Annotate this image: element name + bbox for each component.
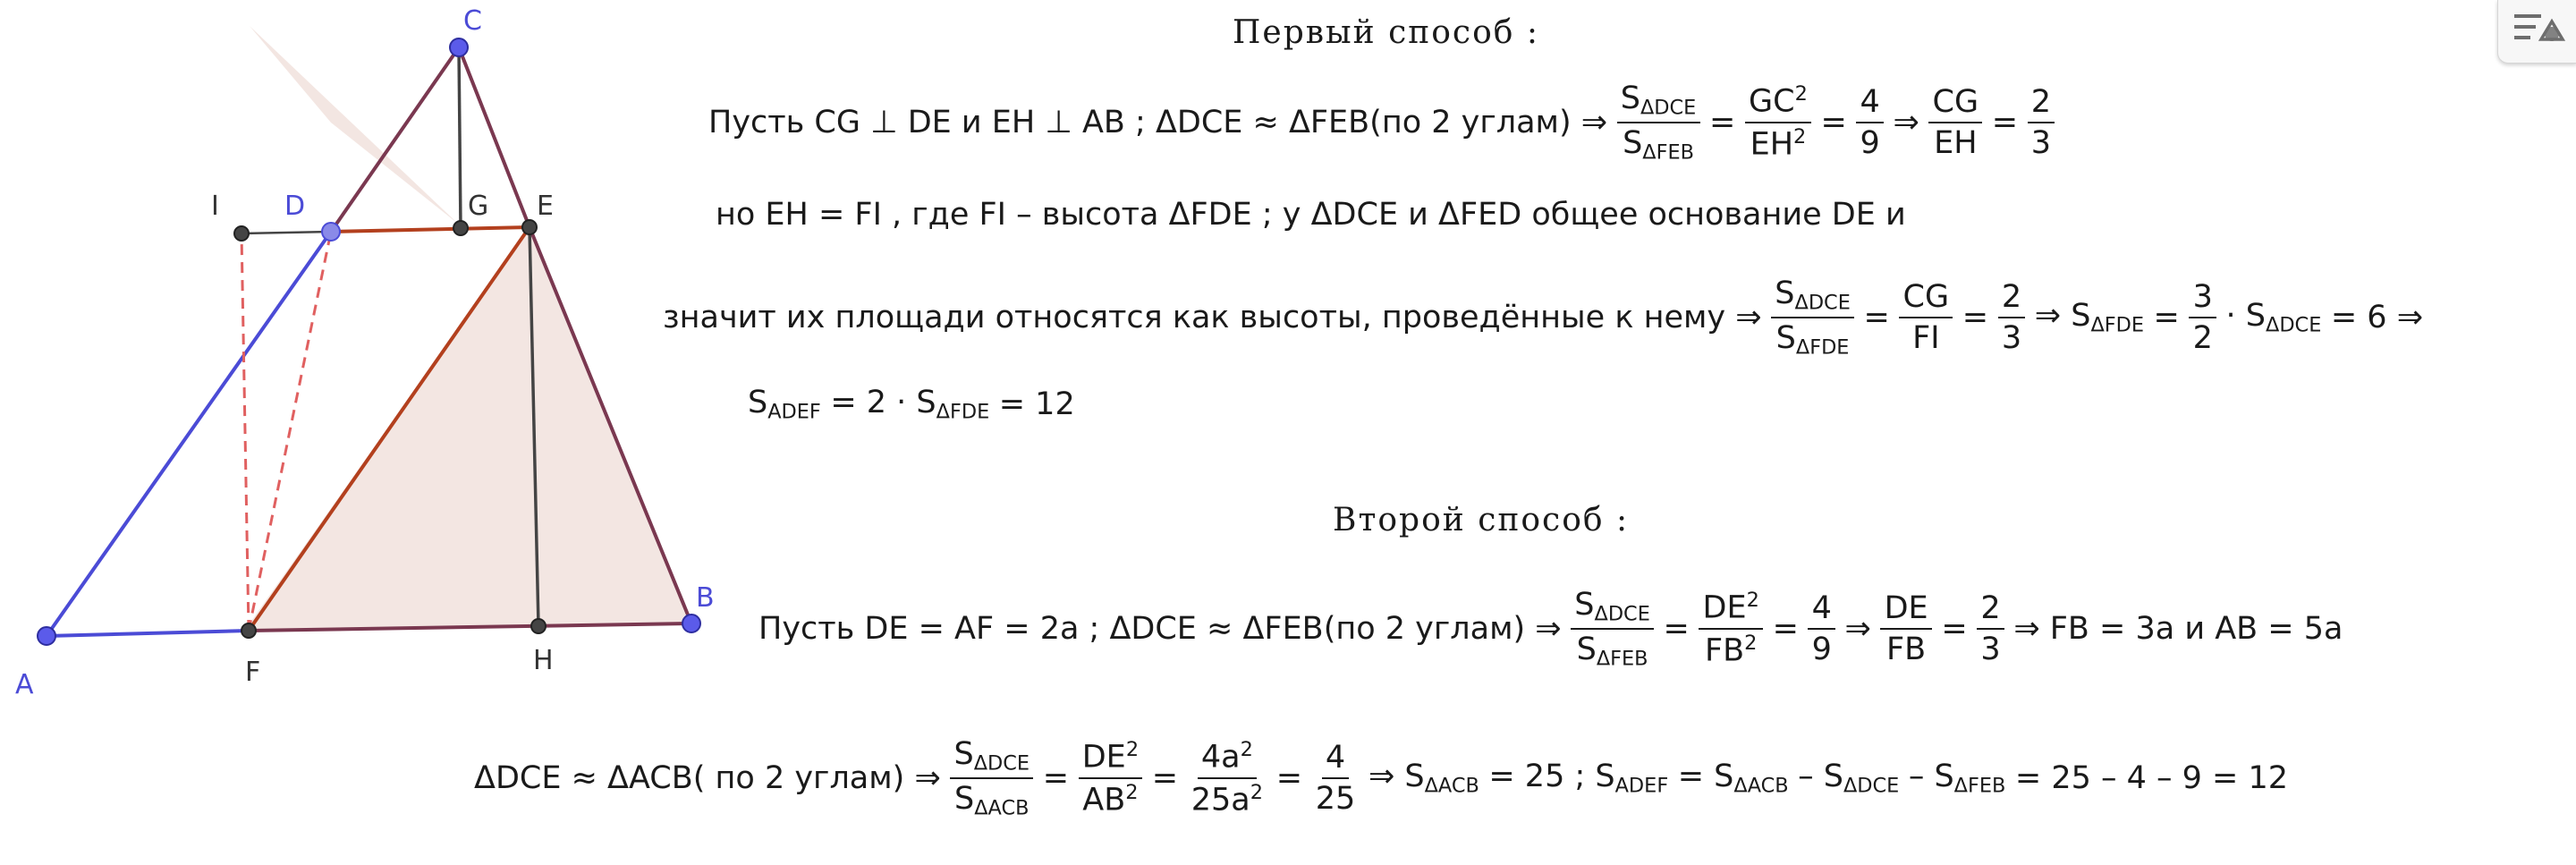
fraction [1771,276,1854,360]
text: S [1620,81,1640,116]
subscript: ΔFEB [1596,647,1648,671]
text: = S [1677,758,1734,794]
text: значит их площади относятся как высоты, проведённые к нему ⇒ [663,299,1762,335]
text: = [1863,299,1890,335]
denominator: 3 [1980,631,2001,667]
numerator: 4 [1322,740,1350,779]
point-h[interactable] [531,619,546,633]
denominator: 3 [2030,124,2052,161]
section1-line4 [748,385,1084,424]
subscript: ΔFEB [1953,774,2006,798]
subscript: ΔACB [974,796,1030,820]
text: = 6 ⇒ [2330,299,2424,335]
segment-de [331,227,530,232]
fraction [2028,84,2055,161]
text [830,385,989,424]
point-a[interactable] [38,627,55,645]
text: AB [1082,782,1126,818]
denominator [1572,630,1651,671]
fraction [1899,279,1953,356]
text: = 2 · S [830,385,936,420]
segment-dc [331,47,459,232]
fraction [1928,84,1982,161]
triangle-feb-fill [243,227,691,632]
text: = 25 – 4 – 9 = 12 [2014,759,2289,796]
numerator: 2 [2028,84,2055,123]
text: = [1772,610,1799,647]
point-f[interactable] [242,623,256,638]
text: S [1623,124,1643,161]
exponent: 2 [1250,780,1263,804]
numerator: 4 [1856,84,1884,123]
text: Пусть CG ⊥ DE и EH ⊥ AB ; ΔDCE ≈ ΔFEB(по 2 углам) ⇒ [708,104,1608,140]
text: = [2153,299,2180,335]
numerator: 4 [1808,590,1835,630]
text [2226,298,2322,337]
text: ΔDCE ≈ ΔACB( по 2 углам) ⇒ [474,759,941,796]
triangle-dce-fill [250,26,458,224]
denominator: 2 [2192,319,2213,356]
exponent: 2 [1794,82,1808,106]
text [2035,298,2144,337]
text: ⇒ FB = 3a и AB = 5a [2013,610,2343,647]
section1-heading: Первый способ : [1233,14,1540,51]
denominator [1079,779,1142,818]
subscript: ADEF [767,400,821,424]
denominator: FB [1886,631,1927,667]
section2-heading: Второй способ : [1333,502,1630,539]
subscript: ΔFDE [1795,335,1850,360]
section2-line1 [758,587,2352,671]
subscript: ΔDCE [1640,96,1697,120]
text: = [1275,759,1303,796]
fraction [1977,590,2004,667]
numerator [1571,587,1654,630]
denominator: 3 [2001,319,2022,356]
subscript: ΔFDE [2090,313,2145,337]
text: = [1991,104,2019,140]
text: – S [1798,758,1843,794]
text: FB [1705,632,1745,669]
section2-line2 [474,736,2298,820]
text: S [748,385,768,420]
text [1678,759,1789,798]
subscript: ΔDCE [973,751,1030,776]
denominator: EH [1934,124,1978,161]
fraction [1571,587,1654,671]
numerator [1079,738,1143,778]
numerator [950,736,1033,779]
exponent: 2 [1240,738,1253,762]
point-g[interactable] [453,221,468,235]
fraction [1745,82,1811,162]
numerator [1771,276,1854,318]
denominator: 9 [1811,631,1832,667]
segment-id [242,232,331,233]
text: = [1820,104,1847,140]
section1-line1 [708,81,2064,165]
text: = [1962,299,1989,335]
exponent: 2 [1744,631,1758,655]
label-d: D [284,191,306,222]
exponent: 2 [1125,780,1139,804]
text: · S [2225,297,2266,334]
fraction [2189,279,2216,356]
text: = [1663,610,1690,647]
numerator [1699,589,1763,629]
fraction [1808,590,1835,667]
label-e: E [537,191,554,222]
section1-line3 [663,276,2433,360]
numerator [1617,81,1700,123]
subscript: ΔFDE [936,400,990,424]
denominator [951,779,1033,820]
fraction [1312,740,1360,817]
numerator [1198,738,1257,778]
text: ⇒ S [2034,297,2091,334]
exponent: 2 [1746,589,1759,613]
numerator: 3 [2189,279,2216,318]
label-f: F [245,657,261,688]
text: S [954,780,975,817]
text [1368,759,1479,798]
segment-cg [459,47,461,228]
style-bar-icon [2498,0,2576,63]
segment-fi-dashed [242,233,249,631]
text: = [1151,759,1179,796]
fraction [950,736,1033,820]
denominator [1772,318,1852,360]
subscript: ΔDCE [1794,291,1851,315]
text: S [1775,276,1795,311]
subscript: ΔDCE [2266,313,2322,337]
point-i[interactable] [234,226,249,241]
fraction [1188,738,1267,818]
text [1909,759,2006,798]
denominator: 9 [1860,124,1880,161]
fraction [1856,84,1884,161]
denominator: 25 [1315,780,1356,817]
text [1798,759,1899,798]
denominator [1746,123,1809,162]
text: Пусть DE = AF = 2a ; ΔDCE ≈ ΔFEB(по 2 углам) ⇒ [758,610,1562,647]
subscript: ΔDCE [1594,602,1650,626]
subscript: ΔACB [1733,774,1789,798]
text: ⇒ [1844,610,1871,647]
subscript: ΔDCE [1843,774,1900,798]
text: DE [1081,739,1126,776]
fraction [1880,590,1931,667]
text: ⇒ S [1368,758,1425,794]
point-e[interactable] [522,220,537,234]
numerator: 2 [1998,279,2026,318]
text: EH [1750,126,1794,163]
numerator: DE [1880,590,1931,630]
fraction [1079,738,1143,818]
geometry-figure [0,0,769,716]
numerator: CG [1899,279,1953,318]
numerator: 2 [1977,590,2004,630]
subscript: ADEF [1614,774,1669,798]
exponent: 2 [1125,738,1140,762]
text: S [953,736,974,772]
denominator [1188,779,1267,818]
fraction [1998,279,2026,356]
text: GC [1749,83,1795,120]
label-i: I [211,191,219,222]
label-h: H [533,645,554,676]
text: = 12 [998,386,1075,422]
numerator: CG [1928,84,1982,123]
text: 4a [1200,739,1241,776]
fraction [1617,81,1700,165]
denominator [1701,630,1761,668]
point-b[interactable] [682,615,700,632]
text: – S [1908,758,1954,794]
point-d[interactable] [322,223,340,241]
text [1488,759,1668,798]
text: = [1941,610,1968,647]
exponent: 2 [1793,124,1807,148]
label-g: G [468,191,489,222]
text: S [1576,631,1597,667]
text: 25a [1191,782,1250,818]
text: ⇒ [1893,104,1919,140]
subscript: ΔFEB [1642,140,1695,165]
text: S [1574,587,1595,623]
denominator: FI [1912,319,1940,356]
denominator [1619,123,1698,165]
text: = 25 ; S [1488,758,1615,794]
subscript: ΔACB [1424,774,1479,798]
label-c: C [463,5,482,37]
text [748,385,821,424]
text: S [1775,319,1796,356]
point-c[interactable] [450,38,468,56]
label-a: A [15,669,34,700]
segment-af [47,631,249,636]
text: DE [1702,589,1747,626]
section1-line2: но EH = FI , где FI – высота ΔFDE ; у ΔDCE и ΔFED общее основание DE и [716,197,1906,233]
fraction [1699,589,1763,668]
style-bar-toggle-button[interactable] [2497,0,2576,64]
text: = [1709,104,1736,140]
text: = [1042,759,1070,796]
numerator [1745,82,1811,123]
label-b: B [696,582,715,614]
